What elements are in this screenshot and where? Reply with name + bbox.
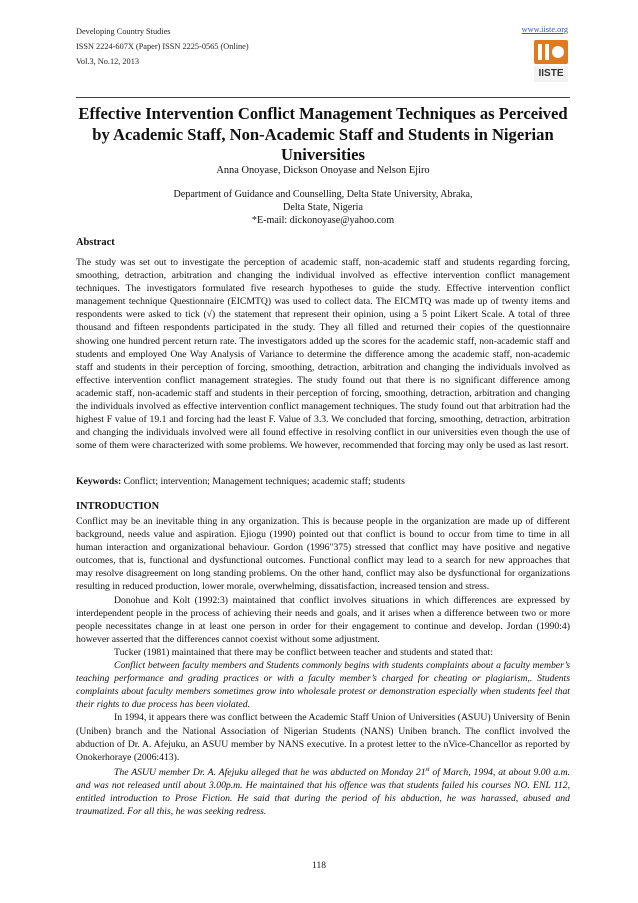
affiliation-line-1: Department of Guidance and Counselling, Delta State University, Abraka, [173, 189, 473, 200]
intro-quote-1: Conflict between faculty members and Students commonly begins with students complaints about a faculty member’s teaching performance and grading practices or with a faculty member’s charged for cheating or plagiarism,. Students complaints about faculty members sometimes grow into wholesale protest or demonstration especially when students feel that their rights to due process has been violated. [76, 660, 570, 711]
intro-quote-2 [76, 764, 570, 819]
keywords-text: Conflict; intervention; Management techniques; academic staff; students [121, 476, 405, 487]
abstract-heading: Abstract [76, 237, 115, 248]
introduction-body [76, 515, 570, 818]
iiste-logo [530, 38, 572, 88]
quote-2-start: The ASUU member Dr. A. Afejuku alleged that he was abducted on Monday 21 [114, 767, 426, 779]
issn-line: ISSN 2224-607X (Paper) ISSN 2225-0565 (Online) [76, 42, 249, 51]
introduction-heading: INTRODUCTION [76, 501, 160, 512]
journal-name: Developing Country Studies [76, 27, 171, 36]
intro-paragraph-2: Donohue and Kolt (1992:3) maintained that conflict involves situations in which differences are expressed by interdependent people in the process of achieving their needs and goals, and it arises when a difference between two or more people necessitates change in at least one person in order for their engagement to continue and develop. Jordan (1990:4) however asserted that the differences cannot coexist without some adjustment. [76, 594, 570, 645]
keywords-label: Keywords: [76, 476, 122, 487]
author-email: *E-mail: dickonoyase@yahoo.com [251, 215, 395, 226]
intro-paragraph-1: Conflict may be an inevitable thing in any organization. This is because people in the organization are made up of different background, needs value and aspiration. Ejiogu (1990) pointed out that conflict is bound to occur from time to time in all human interaction and organizational behaviour. Gordon (1996"375) stressed that conflict may have positive and negative outcomes, that is, functional and dysfunctional outcomes. Functional conflict may lead to a search for new approaches that may resolve disagreement on long standing problems. On the other hand, conflict may also be dysfunctional for organizations resulting in reduced production, lower morale, overwhelming, dissatisfaction, increased tension and stress. [76, 516, 570, 593]
volume-line: Vol.3, No.12, 2013 [76, 57, 139, 66]
quote-2-superscript: st [425, 766, 430, 773]
logo-text: IISTE [538, 68, 564, 79]
paper-title: Effective Intervention Conflict Management Techniques as Perceived by Academic Staff, Non-Academic Staff and Students in Nigerian Universities [78, 104, 568, 164]
abstract-text: The study was set out to investigate the perception of academic staff, non-academic staff and students regarding forcing, smoothing, detraction, arbitration and changing the individual involved as effective intervention conflict management techniques. The investigators formulated five research hypotheses to guide the study. Effective intervention conflict management technique Questionnaire (EICMTQ) was used to collect data. The EICMTQ was made up of twenty items and respondents were asked to tick (√) the statement that represent their opinion, using a 5 point Likert Scale. A total of three thousand and fifteen respondents participated in the study. They all filled and returned their copies of the questionnaire showing one hundred percent return rate. The investigators added up the scores for the academic staff, non-academic staff and students and employed One Way Analysis of Variance to determine the difference among the academic staff, non-academic staff and students in their perception of forcing, smoothing, detraction, arbitration and changing the individuals involved as effective intervention conflict management strategies. The study found out that there is no significant difference among academic staff, non-academic staff and students in their perception of forcing, smoothing, detraction, arbitration and changing the individuals involved as effective intervention conflict management techniques. The study found out that arbitration had the highest F value of 19.1 and forcing had the least F. Value of 3.3. We concluded that forcing, smoothing, detraction, arbitration and changing the individuals involved were all found effective in resolving conflict in our universities even though the use of some of them were characterized with some problems. We however, recommended that forcing may only be used as last resort. [76, 257, 570, 452]
intro-paragraph-3: Tucker (1981) maintained that there may be conflict between teacher and students and stated that: [114, 646, 493, 658]
intro-paragraph-5: In 1994, it appears there was conflict between the Academic Staff Union of Universities (ASUU) University of Benin (Uniben) branch and the National Association of Nigerian Students (NANS) Uniben branch. The conflict involved the abduction of Dr. A. Afejuku, an ASUU member by NANS executive. In a protest letter to the nVice-Chancellor as reported by Onokerhoraye (2006:413). [76, 712, 570, 763]
affiliation [70, 188, 576, 227]
keywords-line [76, 476, 405, 487]
authors: Anna Onoyase, Dickson Onoyase and Nelson Ejiro [216, 165, 430, 176]
journal-url-link[interactable]: www.iiste.org [521, 25, 568, 34]
header-rule [76, 97, 570, 98]
page-number: 118 [312, 861, 326, 871]
abstract-body [76, 256, 570, 452]
affiliation-line-2: Delta State, Nigeria [283, 202, 363, 213]
quote-2-end: of March, 1994, at about 9.00 a.m. and was not released until about 3.00p.m. He maintained that his offence was that students failed his courses NO. ENL 112, entitled introduction to Prose Fiction. He said that during the period of his abduction, he was harassed, abused and traumatized. For all this, he was seeking redress. [76, 767, 570, 818]
